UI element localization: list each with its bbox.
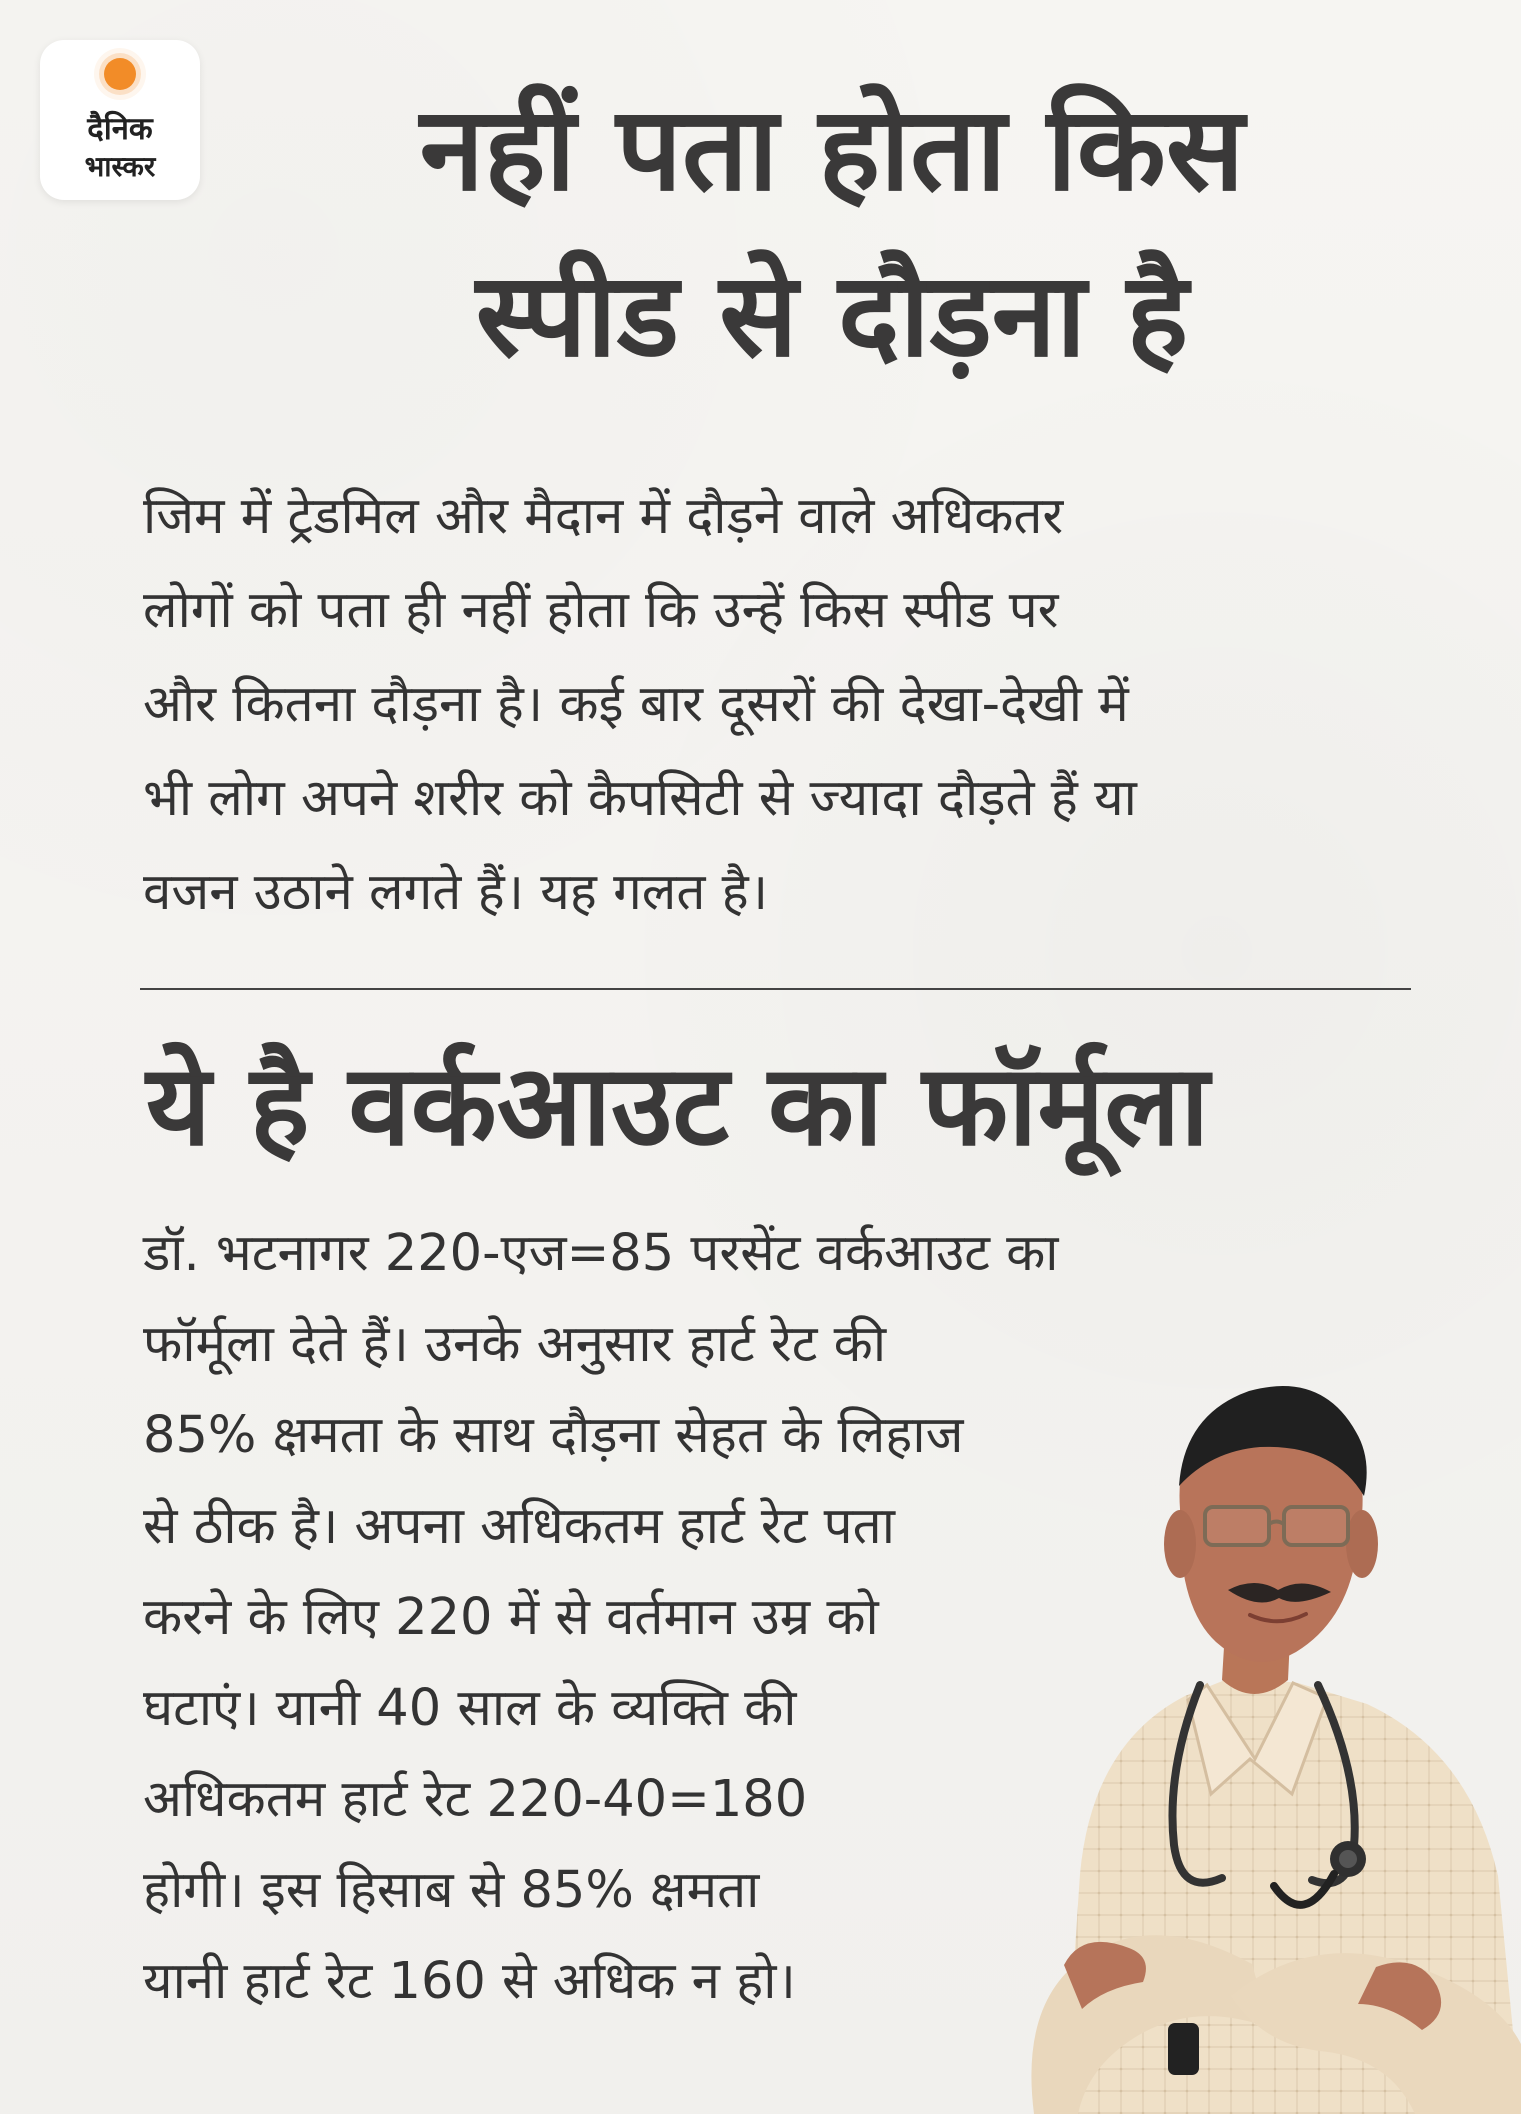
intro-line: जिम में ट्रेडमिल और मैदान में दौड़ने वाले अधिकतर [143, 487, 1064, 546]
intro-paragraph [143, 470, 1137, 940]
sun-logo-icon [104, 58, 136, 90]
intro-line: वजन उठाने लगते हैं। यह गलत है। [143, 863, 769, 922]
main-headline-line-1: नहीं पता होता किस [419, 82, 1245, 217]
intro-line: लोगों को पता ही नहीं होता कि उन्हें किस स्पीड पर [143, 581, 1059, 640]
brand-logo [40, 40, 200, 200]
watch-icon [1168, 2023, 1199, 2075]
formula-line: डॉ. भटनागर 220-एज=85 परसेंट वर्कआउट का [143, 1224, 1059, 1283]
formula-line: यानी हार्ट रेट 160 से अधिक न हो। [143, 1952, 796, 2011]
logo-text-bottom: भास्कर [84, 150, 156, 183]
formula-line: घटाएं। यानी 40 साल के व्यक्ति की [143, 1679, 797, 1738]
doctor-portrait [1000, 1354, 1521, 2114]
section-divider [140, 988, 1411, 990]
formula-line: अधिकतम हार्ट रेट 220-40=180 [143, 1770, 808, 1829]
formula-paragraph [143, 1208, 1059, 2027]
formula-line: 85% क्षमता के साथ दौड़ना सेहत के लिहाज [143, 1406, 964, 1465]
main-headline-line-2: स्पीड से दौड़ना है [475, 248, 1189, 383]
formula-line: से ठीक है। अपना अधिकतम हार्ट रेट पता [143, 1497, 895, 1556]
formula-line: करने के लिए 220 में से वर्तमान उम्र को [143, 1588, 879, 1647]
formula-line: फॉर्मूला देते हैं। उनके अनुसार हार्ट रेट की [143, 1315, 887, 1374]
formula-section-title: ये है वर्कआउट का फॉर्मूला [146, 1041, 1210, 1171]
logo-text-top: दैनिक [87, 111, 153, 147]
formula-line: होगी। इस हिसाब से 85% क्षमता [143, 1861, 760, 1920]
intro-line: भी लोग अपने शरीर को कैपसिटी से ज्यादा दौड़ते हैं या [143, 769, 1137, 828]
intro-line: और कितना दौड़ना है। कई बार दूसरों की देखा-देखी में [143, 675, 1129, 734]
